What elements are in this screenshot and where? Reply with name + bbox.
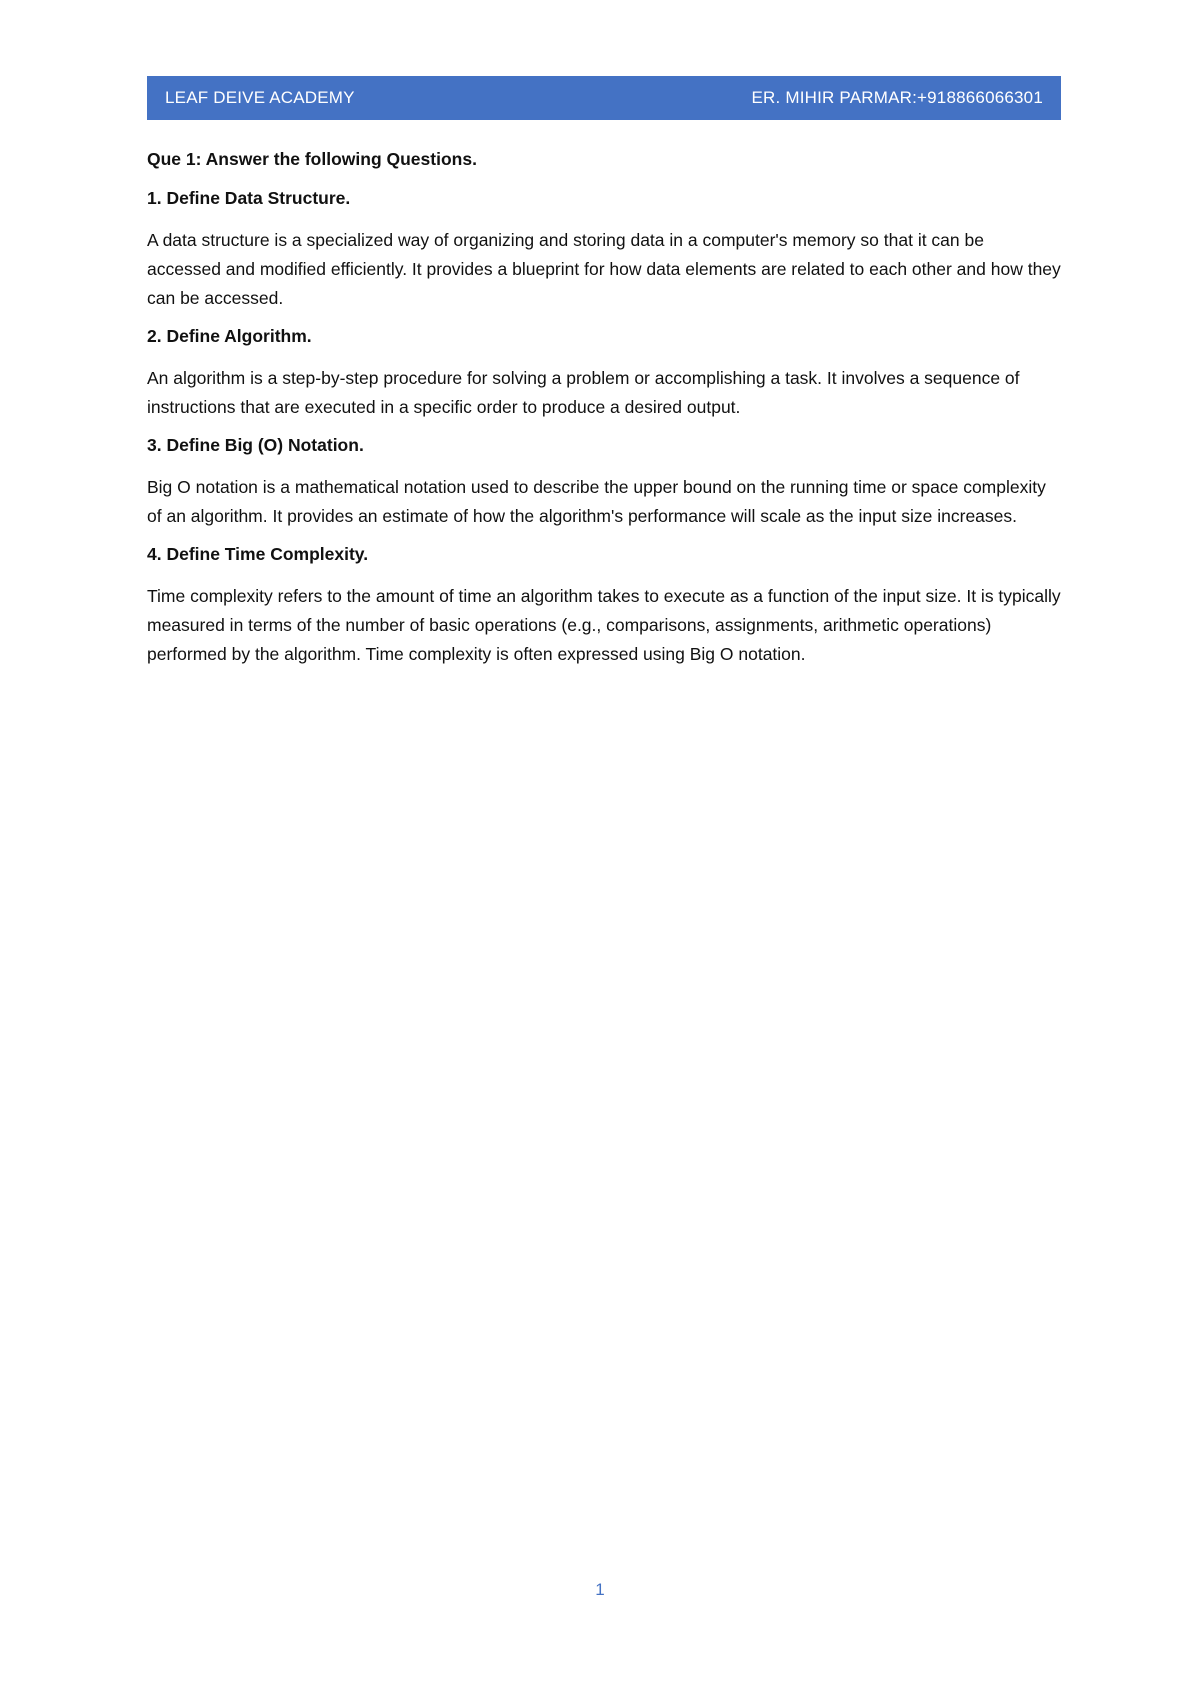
document-body: [147, 148, 1061, 681]
header-academy-name: LEAF DEIVE ACADEMY: [165, 88, 355, 107]
question-heading: 1. Define Data Structure.: [147, 188, 351, 208]
answer-paragraph: An algorithm is a step-by-step procedure for solving a problem or accomplishing a task. It involves a sequence of instructions that are executed in a specific order to produce a desired output.: [147, 368, 1020, 417]
section-title: Que 1: Answer the following Questions.: [147, 149, 477, 169]
question-heading: 3. Define Big (O) Notation.: [147, 435, 364, 455]
question-heading: 2. Define Algorithm.: [147, 326, 312, 346]
page-header: [147, 76, 1061, 120]
page-number: 1: [595, 1580, 605, 1599]
header-contact: ER. MIHIR PARMAR:+918866066301: [751, 88, 1043, 107]
answer-paragraph: Time complexity refers to the amount of time an algorithm takes to execute as a function of the input size. It is typically measured in terms of the number of basic operations (e.g., comparisons, assignments, arithmetic operations) performed by the algorithm. Time complexity is often expressed using Big O notation.: [147, 586, 1061, 664]
answer-paragraph: Big O notation is a mathematical notation used to describe the upper bound on the running time or space complexity of an algorithm. It provides an estimate of how the algorithm's performance will scale as the input size increases.: [147, 477, 1046, 526]
question-heading: 4. Define Time Complexity.: [147, 544, 369, 564]
answer-paragraph: A data structure is a specialized way of organizing and storing data in a computer's memory so that it can be accessed and modified efficiently. It provides a blueprint for how data elements are related to each other and how they can be accessed.: [147, 230, 1061, 308]
